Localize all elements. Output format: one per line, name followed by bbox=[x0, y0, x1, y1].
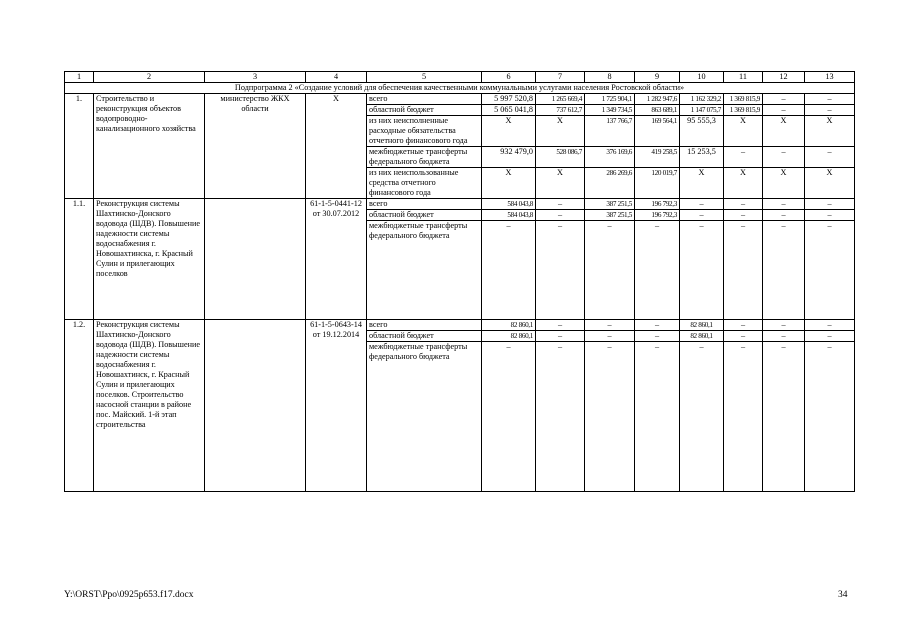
col-number: 8 bbox=[585, 72, 635, 83]
executor: министерство ЖКХ области bbox=[205, 94, 306, 199]
col-number: 1 bbox=[65, 72, 94, 83]
value-cell: – bbox=[536, 221, 585, 320]
value-cell: 5 065 041,8 bbox=[482, 105, 536, 116]
value-cell: 863 689,1 bbox=[635, 105, 680, 116]
value-cell: 1 162 329,2 bbox=[680, 94, 724, 105]
project-doc: 61-1-5-0441-12 от 30.07.2012 bbox=[306, 199, 367, 320]
page-number: 34 bbox=[838, 590, 848, 600]
col-number: 11 bbox=[724, 72, 763, 83]
value-cell: – bbox=[724, 342, 763, 492]
col-number: 6 bbox=[482, 72, 536, 83]
value-cell: 932 479,0 bbox=[482, 147, 536, 168]
value-cell: X bbox=[482, 168, 536, 199]
value-cell: – bbox=[805, 199, 855, 210]
value-cell: – bbox=[680, 342, 724, 492]
subprogram-row bbox=[65, 83, 855, 94]
value-cell: – bbox=[536, 320, 585, 331]
table-row bbox=[65, 199, 855, 210]
value-cell: 82 860,1 bbox=[680, 331, 724, 342]
value-cell: 82 860,1 bbox=[680, 320, 724, 331]
value-cell: – bbox=[763, 105, 805, 116]
value-cell: 419 258,5 bbox=[635, 147, 680, 168]
row-number: 1. bbox=[65, 94, 94, 199]
value-cell: – bbox=[680, 199, 724, 210]
measure-name: Реконструкция системы Шахтинско-Донского водовода (ШДВ). Повышение надежности системы водоснабжения г. Новошахтинска, г. Красный Сулин и прилегающих поселков bbox=[94, 199, 205, 320]
value-cell: – bbox=[635, 342, 680, 492]
value-cell: 286 269,6 bbox=[585, 168, 635, 199]
value-cell: – bbox=[763, 342, 805, 492]
funding-label: областной бюджет bbox=[367, 331, 482, 342]
funding-label: из них неисполненные расходные обязательства отчетного финансового года bbox=[367, 116, 482, 147]
value-cell: X bbox=[724, 168, 763, 199]
value-cell: X bbox=[763, 116, 805, 147]
file-path: Y:\ORST\Ppo\0925p653.f17.docx bbox=[64, 590, 194, 600]
funding-label: областной бюджет bbox=[367, 105, 482, 116]
value-cell: – bbox=[680, 221, 724, 320]
col-number: 2 bbox=[94, 72, 205, 83]
value-cell: 1 349 734,5 bbox=[585, 105, 635, 116]
value-cell: – bbox=[724, 221, 763, 320]
value-cell: – bbox=[724, 147, 763, 168]
value-cell: 1 369 815,9 bbox=[724, 94, 763, 105]
project-doc: 61-1-5-0643-14 от 19.12.2014 bbox=[306, 320, 367, 492]
value-cell: 1 282 947,6 bbox=[635, 94, 680, 105]
table-row bbox=[65, 94, 855, 105]
value-cell: 196 792,3 bbox=[635, 199, 680, 210]
value-cell: – bbox=[763, 331, 805, 342]
row-number: 1.1. bbox=[65, 199, 94, 320]
funding-label: областной бюджет bbox=[367, 210, 482, 221]
measure-name: Реконструкция системы Шахтинско-Донского водовода (ШДВ). Повышение надежности системы водоснабжения г. Новошахтинск, г. Красный Сулин и прилегающих поселков. Строительство насосной станции в районе пос. Майский. 1-й этап строительства bbox=[94, 320, 205, 492]
funding-label: межбюджетные трансферты федерального бюджета bbox=[367, 221, 482, 320]
value-cell: 82 860,1 bbox=[482, 320, 536, 331]
value-cell: 137 766,7 bbox=[585, 116, 635, 147]
value-cell: X bbox=[536, 168, 585, 199]
value-cell: – bbox=[680, 210, 724, 221]
project-doc: X bbox=[306, 94, 367, 199]
value-cell: – bbox=[724, 331, 763, 342]
executor bbox=[205, 320, 306, 492]
value-cell: 387 251,5 bbox=[585, 199, 635, 210]
value-cell: X bbox=[680, 168, 724, 199]
value-cell: – bbox=[482, 342, 536, 492]
value-cell: – bbox=[805, 331, 855, 342]
value-cell: 1 725 904,1 bbox=[585, 94, 635, 105]
value-cell: 82 860,1 bbox=[482, 331, 536, 342]
value-cell: 196 792,3 bbox=[635, 210, 680, 221]
value-cell: – bbox=[724, 210, 763, 221]
value-cell: – bbox=[536, 342, 585, 492]
value-cell: – bbox=[724, 199, 763, 210]
funding-label: всего bbox=[367, 199, 482, 210]
funding-label: межбюджетные трансферты федерального бюджета bbox=[367, 342, 482, 492]
value-cell: 1 147 075,7 bbox=[680, 105, 724, 116]
value-cell: – bbox=[585, 331, 635, 342]
value-cell: – bbox=[724, 320, 763, 331]
value-cell: – bbox=[635, 331, 680, 342]
value-cell: – bbox=[763, 147, 805, 168]
value-cell: 584 043,8 bbox=[482, 210, 536, 221]
value-cell: – bbox=[585, 342, 635, 492]
value-cell: 1 369 815,9 bbox=[724, 105, 763, 116]
value-cell: X bbox=[805, 168, 855, 199]
subprogram-title: Подпрограмма 2 «Создание условий для обеспечения качественными коммунальными услугами населения Ростовской области» bbox=[65, 83, 855, 94]
value-cell: 737 612,7 bbox=[536, 105, 585, 116]
col-number: 12 bbox=[763, 72, 805, 83]
value-cell: – bbox=[763, 199, 805, 210]
measure-name: Строительство и реконструкция объектов водопроводно-канализационного хозяйства bbox=[94, 94, 205, 199]
funding-label: всего bbox=[367, 94, 482, 105]
value-cell: – bbox=[805, 320, 855, 331]
funding-label: из них неиспользованные средства отчетного финансового года bbox=[367, 168, 482, 199]
value-cell: – bbox=[805, 342, 855, 492]
value-cell: – bbox=[763, 94, 805, 105]
value-cell: X bbox=[536, 116, 585, 147]
value-cell: – bbox=[585, 221, 635, 320]
value-cell: 15 253,5 bbox=[680, 147, 724, 168]
value-cell: 376 169,6 bbox=[585, 147, 635, 168]
value-cell: – bbox=[805, 221, 855, 320]
table-row bbox=[65, 320, 855, 331]
value-cell: – bbox=[763, 210, 805, 221]
value-cell: 387 251,5 bbox=[585, 210, 635, 221]
value-cell: 169 564,1 bbox=[635, 116, 680, 147]
value-cell: – bbox=[805, 147, 855, 168]
value-cell: 584 043,8 bbox=[482, 199, 536, 210]
col-number: 5 bbox=[367, 72, 482, 83]
value-cell: X bbox=[763, 168, 805, 199]
value-cell: – bbox=[805, 210, 855, 221]
value-cell: – bbox=[635, 221, 680, 320]
value-cell: – bbox=[585, 320, 635, 331]
value-cell: 120 019,7 bbox=[635, 168, 680, 199]
col-number: 4 bbox=[306, 72, 367, 83]
funding-label: межбюджетные трансферты федерального бюджета bbox=[367, 147, 482, 168]
value-cell: 5 997 520,8 bbox=[482, 94, 536, 105]
budget-table bbox=[64, 71, 855, 492]
col-number: 7 bbox=[536, 72, 585, 83]
row-number: 1.2. bbox=[65, 320, 94, 492]
col-number: 10 bbox=[680, 72, 724, 83]
column-number-row bbox=[65, 72, 855, 83]
value-cell: – bbox=[763, 320, 805, 331]
value-cell: 528 086,7 bbox=[536, 147, 585, 168]
col-number: 9 bbox=[635, 72, 680, 83]
value-cell: X bbox=[482, 116, 536, 147]
value-cell: – bbox=[482, 221, 536, 320]
value-cell: X bbox=[724, 116, 763, 147]
value-cell: – bbox=[763, 221, 805, 320]
value-cell: – bbox=[805, 94, 855, 105]
funding-label: всего bbox=[367, 320, 482, 331]
value-cell: – bbox=[536, 210, 585, 221]
value-cell: 95 555,3 bbox=[680, 116, 724, 147]
value-cell: X bbox=[805, 116, 855, 147]
value-cell: – bbox=[536, 199, 585, 210]
col-number: 13 bbox=[805, 72, 855, 83]
value-cell: – bbox=[805, 105, 855, 116]
value-cell: 1 265 669,4 bbox=[536, 94, 585, 105]
executor bbox=[205, 199, 306, 320]
col-number: 3 bbox=[205, 72, 306, 83]
value-cell: – bbox=[536, 331, 585, 342]
value-cell: – bbox=[635, 320, 680, 331]
